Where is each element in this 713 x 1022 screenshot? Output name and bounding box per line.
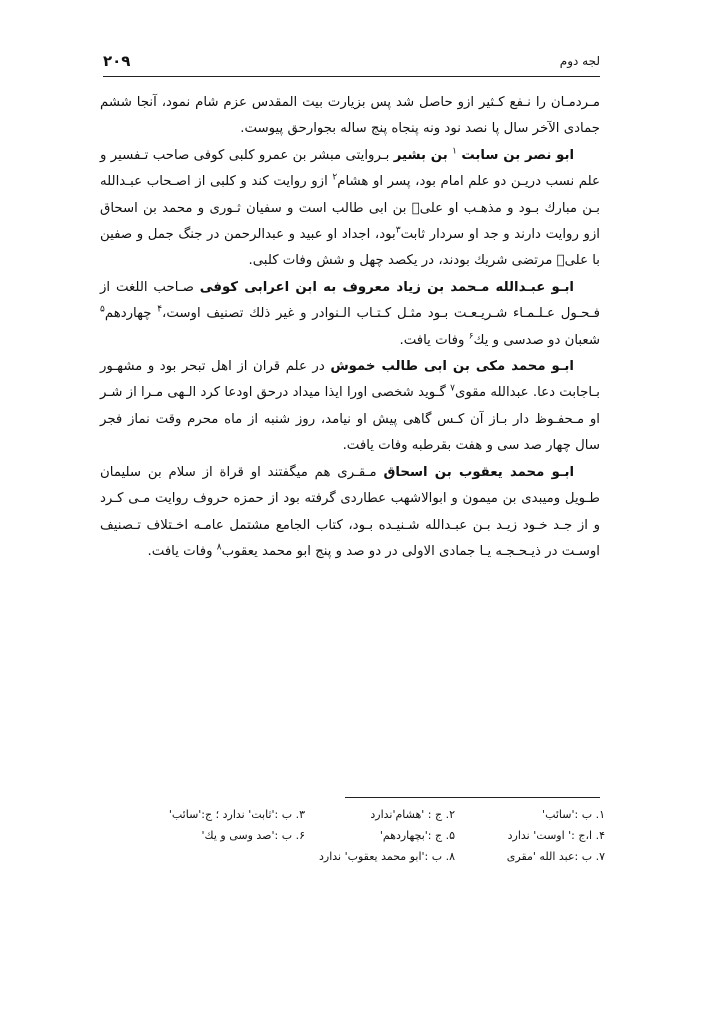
footnote-row (150, 825, 605, 846)
entry-text: بـروایتی مبشر بن عمرو کلبی کوفی صاحب تـفسیر و علم نسب دریـن دو علم امام بود، پسر او هشام (100, 147, 600, 190)
entry-text: ازو روایت کند و کلبی از اصـحاب عبـدالله بـن مبارك بـود و مذهـب او علیؑ بن ابی طالب است و سفیان ثـوری و محمد بن اسحاق ازو روایت دارند و جد او سردار ثابت (100, 174, 600, 243)
paragraph-text: مـردمـان را نـفع کـثیر ازو حاصل شد پس بزیارت بیت المقدس عزم شام نمود، آنجا ششم جمادی الآخر سال پا نصد نود ونه پنجاه پنج ساله بجوارحق پیوست. (100, 95, 600, 137)
footnote-marker: ۳ (395, 225, 401, 236)
footnotes (150, 804, 605, 867)
body-text (100, 90, 600, 565)
page-header (103, 50, 600, 76)
footnote: ۶. ب :'صد وسی و یك' (201, 829, 305, 842)
footnote-marker: ۲ (332, 172, 338, 183)
entry-name: بن بشیر (393, 147, 448, 163)
paragraph-1 (100, 90, 600, 143)
footnote-rule (345, 797, 600, 798)
entry-name: ابـو عبـدالله مـحمد بن زیاد معروف به ابن اعرابی کوفی (199, 279, 574, 295)
page-number: ۲۰۹ (103, 52, 131, 70)
entry-name: ابـو محمد یعقوب بن اسحاق (383, 464, 575, 480)
entry-text: صـاحب اللغت از فـحـول عـلـمـاء شـریـعـت بـود مثـل کـتـاب الـنوادر و غیر ذلك تصنیف اوست، (100, 279, 600, 322)
entry-makki (100, 354, 600, 460)
footnote-row (150, 846, 605, 867)
entry-text: وفات یافت. (399, 332, 465, 348)
footnote: ۱. ب :'سائب' (542, 808, 605, 821)
footnote: ۲. ج : 'هشام'ندارد (370, 808, 455, 821)
entry-ibn-arabi (100, 275, 600, 354)
entry-text: در علم قران از اهل تبحر بود و مشهـور بـاجابت دعا. عبدالله مقوی (100, 359, 600, 401)
footnote-marker: ۶ (468, 331, 474, 342)
entry-name: ابو نصر بن سابت (461, 147, 574, 163)
entry-text: شعبان دو صدسی و یك (473, 332, 600, 348)
header-rule (103, 76, 600, 77)
entry-text: بود، اجداد او عبید و عبدالرحمن در جنگ جمل و صفین با علیؑ مرتضی شریك بودند، در یکصد چهل و شش وفات کلبی. (100, 227, 600, 269)
footnote: ۳. ب :'ثابت' ندارد ؛ ج:'سائب' (168, 808, 305, 821)
entry-text: گـوید شخصی اورا ایذا میداد درحق اودعا کرد الـهی مـرا از شـر او مـحفـوظ دار بـاز آن کـس گاهی پیش او نیامد، روز شنبه از ماه محرم وقت نماز فجر سال چهار صد سی و هفت بقرطبه وفات یافت. (100, 385, 600, 454)
footnote: ۷. ب :عبد الله 'مقری (506, 850, 605, 863)
entry-text: چهاردهم (104, 306, 152, 322)
entry-text: وفات یافت. (147, 543, 213, 559)
running-head: لجه دوم (559, 54, 600, 68)
footnote-marker: ۷ (450, 384, 455, 395)
footnote: ۸. ب :'ابو محمد یعقوب' ندارد (318, 850, 455, 863)
entry-text: مـقـری هم میگفتند او قراة از سلام بن سلیمان طـویل ومیبدی بن میمون و ابوالاشهب عطاردی گرفته بود از حمزه حروف روایت مـی کـرد و از جـد خـود زیـد بـن عبـدالله شـنیـده بـود، کتاب الجامع مشتمل عامـه اخـتلاف تـصنیف اوسـت در ذیـحـجـه یـا جمادی الاولی در دو صد و پنج ابو محمد یعقوب (100, 464, 600, 559)
entry-yaqub (100, 460, 600, 566)
footnote-marker: ۸ (216, 542, 222, 553)
footnote-marker: ۱ (452, 146, 457, 157)
footnote: ۴. ا،ج :' اوست' ندارد (507, 829, 605, 842)
entry-ibn-bashir (100, 143, 600, 275)
footnote-marker: ۴ (157, 304, 163, 315)
footnote-row (150, 804, 605, 825)
footnote: ۵. ج :'بچهاردهم' (379, 829, 455, 842)
entry-name: ابـو محمد مکی بن ابی طالب خموش (330, 359, 574, 375)
footnote-marker: ۵ (100, 304, 105, 315)
